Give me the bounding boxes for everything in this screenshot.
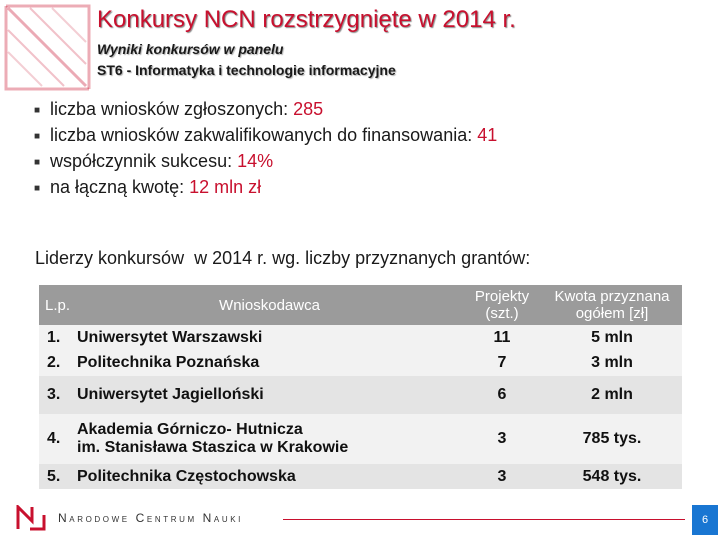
- row-projects: 7: [497, 354, 507, 371]
- header-amount: Kwota przyznana ogółem [zł]: [542, 285, 682, 325]
- stat-success-rate: ■ współczynnik sukcesu: 14%: [34, 148, 497, 174]
- subtitle-line-1: Wyniki konkursów w panelu: [97, 41, 284, 57]
- table-row: [39, 325, 682, 350]
- row-amount: 785 tys.: [582, 430, 642, 447]
- table-row: [39, 376, 682, 414]
- row-projects: 11: [493, 328, 511, 346]
- row-amount: 548 tys.: [582, 467, 642, 485]
- header-lp: L.p.: [39, 285, 77, 325]
- stat-qualified: ■ liczba wniosków zakwalifikowanych do finansowania: 41: [34, 122, 497, 148]
- page-number: 6: [692, 505, 718, 535]
- bullet-square-icon: ■: [34, 131, 41, 142]
- stat-submitted: ■ liczba wniosków zgłoszonych: 285: [34, 96, 497, 122]
- ncn-corner-logo-icon: [0, 0, 95, 95]
- row-number: 3.: [47, 386, 61, 403]
- footer-divider: [283, 519, 685, 520]
- table-row: [39, 414, 682, 464]
- row-applicant: Politechnika Częstochowska: [77, 467, 296, 485]
- header-applicant: Wnioskodawca: [77, 285, 462, 325]
- row-amount: 2 mln: [591, 386, 633, 403]
- org-name: Narodowe Centrum Nauki: [58, 511, 243, 525]
- bullet-square-icon: ■: [34, 105, 41, 116]
- row-applicant: Akademia Górniczo- Hutnicza im. Stanisława Staszica w Krakowie: [77, 421, 349, 456]
- row-applicant: Uniwersytet Warszawski: [77, 328, 263, 346]
- row-projects: 6: [497, 386, 507, 403]
- header-projects: Projekty (szt.): [462, 285, 542, 325]
- stat-value: 12 mln zł: [189, 177, 262, 197]
- table-header-row: [39, 285, 682, 325]
- row-projects: 3: [497, 430, 507, 447]
- row-number: 1.: [47, 328, 61, 346]
- table-row: [39, 350, 682, 376]
- stat-value: 14%: [237, 151, 274, 171]
- table-row: [39, 464, 682, 489]
- row-amount: 3 mln: [591, 354, 633, 371]
- row-projects: 3: [497, 467, 507, 485]
- row-number: 2.: [47, 354, 61, 371]
- leaders-heading: Liderzy konkursów w 2014 r. wg. liczby przyznanych grantów:: [35, 248, 531, 268]
- stats-list: [34, 96, 497, 200]
- ncn-logo-icon: [16, 505, 46, 531]
- row-applicant: Politechnika Poznańska: [77, 354, 260, 371]
- bullet-square-icon: ■: [34, 157, 41, 168]
- subtitle-line-2: ST6 - Informatyka i technologie informacyjne: [97, 62, 396, 78]
- row-applicant: Uniwersytet Jagielloński: [77, 386, 264, 403]
- stat-total-amount: ■ na łączną kwotę: 12 mln zł: [34, 174, 497, 200]
- stat-value: 285: [293, 99, 324, 119]
- row-number: 5.: [47, 467, 61, 485]
- page-title: Konkursy NCN rozstrzygnięte w 2014 r.: [97, 6, 516, 33]
- bullet-square-icon: ■: [34, 183, 41, 194]
- row-number: 4.: [47, 430, 61, 447]
- stat-value: 41: [477, 125, 498, 145]
- leaders-table: [39, 285, 682, 489]
- row-amount: 5 mln: [591, 328, 633, 346]
